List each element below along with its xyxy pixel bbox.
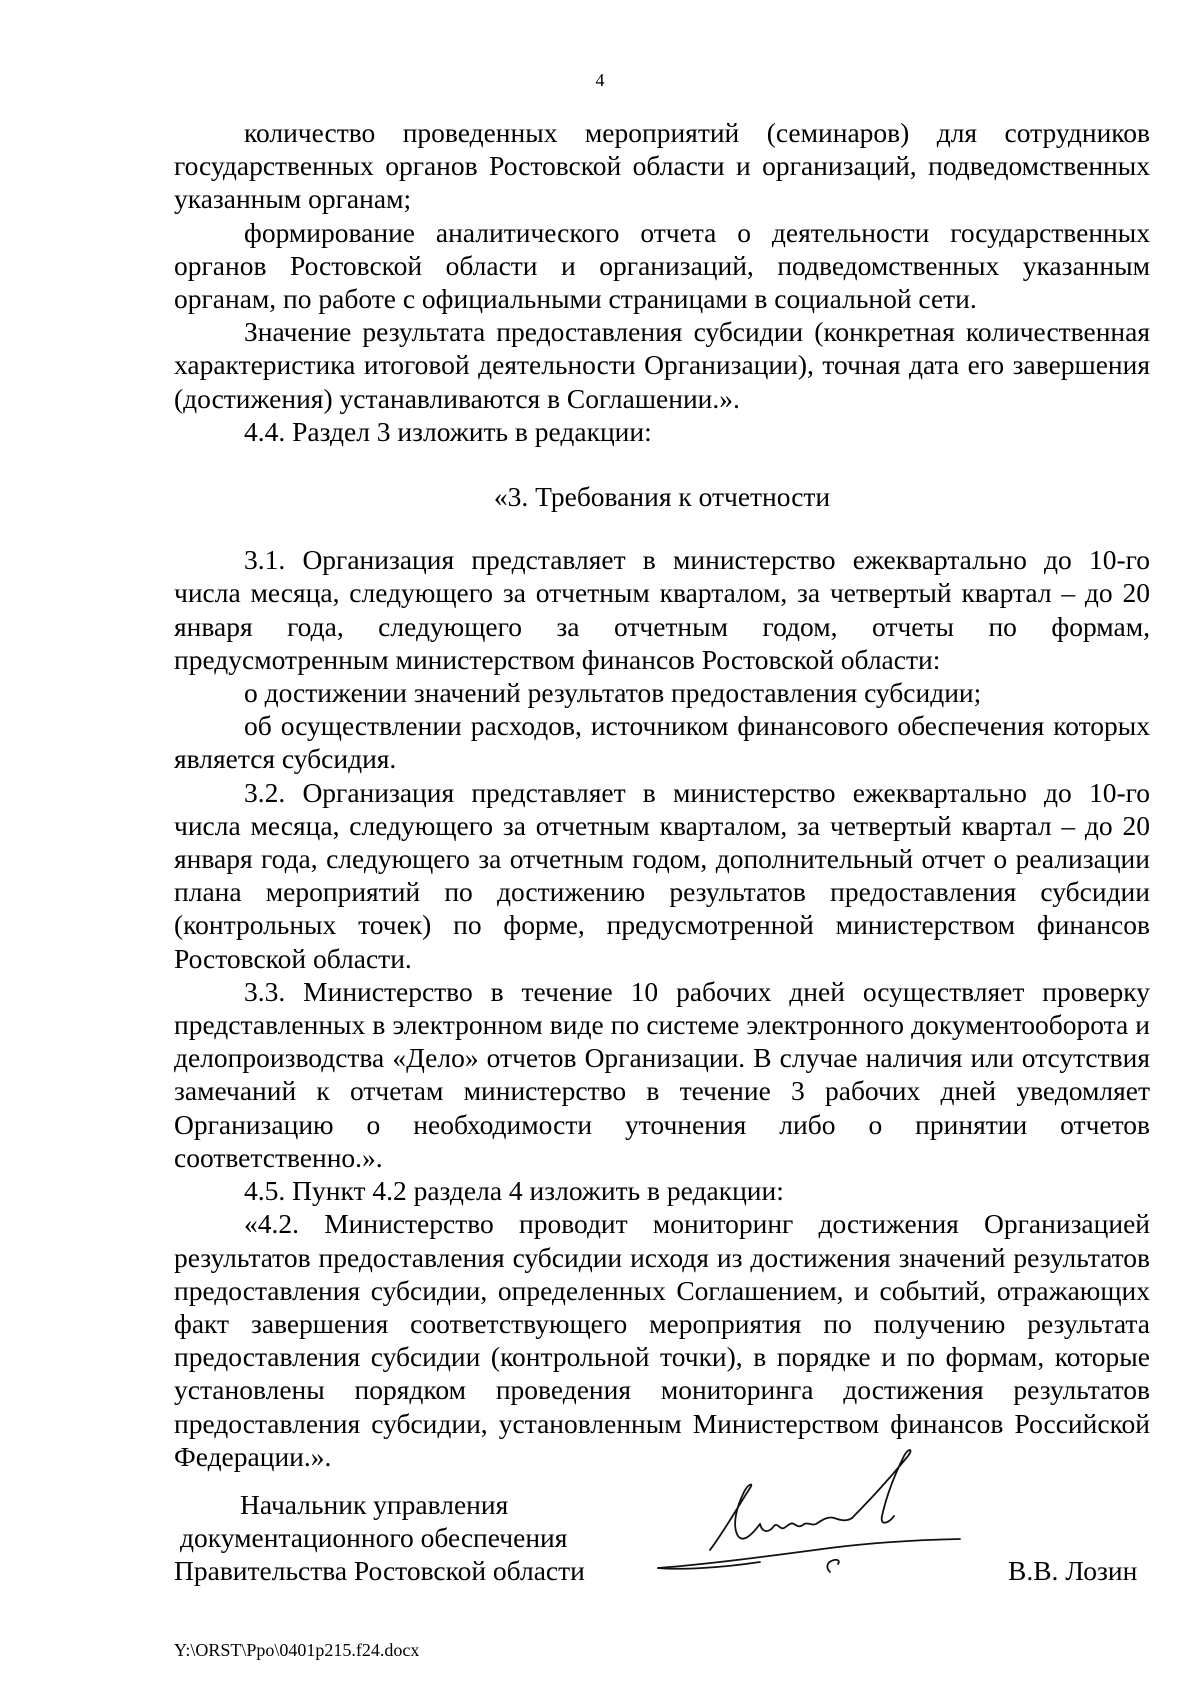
- paragraph: 3.1. Организация представляет в министерство ежеквартально до 10-го числа месяца, следующего за отчетным кварталом, за четвертый квартал – до 20 января года, следующего за отчетным годом, отчеты по формам, предусмотренным министерством финансов Ростовской области:: [174, 544, 1150, 675]
- handwritten-signature: [650, 1440, 980, 1580]
- signer-position: [174, 1488, 585, 1588]
- file-path: Y:\ORST\Ppo\0401p215.f24.docx: [174, 1640, 420, 1660]
- paragraph: 4.5. Пункт 4.2 раздела 4 изложить в редакции:: [244, 1175, 784, 1207]
- page-number: 4: [595, 70, 605, 90]
- paragraph: количество проведенных мероприятий (семинаров) для сотрудников государственных органов Ростовской области и организаций, подведомственных указанным органам;: [174, 117, 1150, 215]
- signer-position-line: Начальник управления: [240, 1489, 509, 1520]
- document-body: [174, 116, 1150, 1473]
- signer-position-line: Правительства Ростовской области: [174, 1555, 585, 1587]
- paragraph: Значение результата предоставления субсидии (конкретная количественная характеристика итоговой деятельности Организации), точная дата его завершения (достижения) устанавливаются в Соглашении.».: [174, 316, 1150, 414]
- paragraph: 3.3. Министерство в течение 10 рабочих дней осуществляет проверку представленных в электронном виде по системе электронного документооборота и делопроизводства «Дело» отчетов Организации. В случае наличия или отсутствия замечаний к отчетам министерство в течение 3 рабочих дней уведомляет Организацию о необходимости уточнения либо о принятии отчетов соответственно.».: [174, 975, 1150, 1173]
- signer-name: В.В. Лозин: [1008, 1555, 1138, 1586]
- paragraph: «4.2. Министерство проводит мониторинг достижения Организацией результатов предоставления субсидии исходя из достижения значений результатов предоставления субсидии, определенных Соглашением, и событий, отражающих факт завершения соответствующего мероприятия по получению результата предоставления субсидии (контрольной точки), в порядке и по формам, которые установлены порядком проведения мониторинга достижения результатов предоставления субсидии, установленным Министерством финансов Российской Федерации.».: [174, 1208, 1150, 1472]
- paragraph: о достижении значений результатов предоставления субсидии;: [244, 677, 982, 709]
- paragraph: 4.4. Раздел 3 изложить в редакции:: [244, 415, 652, 447]
- section-heading: «3. Требования к отчетности: [493, 481, 831, 513]
- paragraph: формирование аналитического отчета о деятельности государственных органов Ростовской области и организаций, подведомственных указанным органам, по работе с официальными страницами в социальной сети.: [174, 216, 1150, 315]
- signer-position-line: документационного обеспечения: [180, 1522, 568, 1554]
- paragraph: 3.2. Организация представляет в министерство ежеквартально до 10-го числа месяца, следующего за отчетным кварталом, за четвертый квартал – до 20 января года, следующего за отчетным годом, дополнительный отчет о реализации плана мероприятий по достижению результатов предоставления субсидии (контрольных точек) по форме, предусмотренной министерством финансов Ростовской области.: [174, 776, 1150, 974]
- paragraph: об осуществлении расходов, источником финансового обеспечения которых является субсидия.: [174, 710, 1150, 775]
